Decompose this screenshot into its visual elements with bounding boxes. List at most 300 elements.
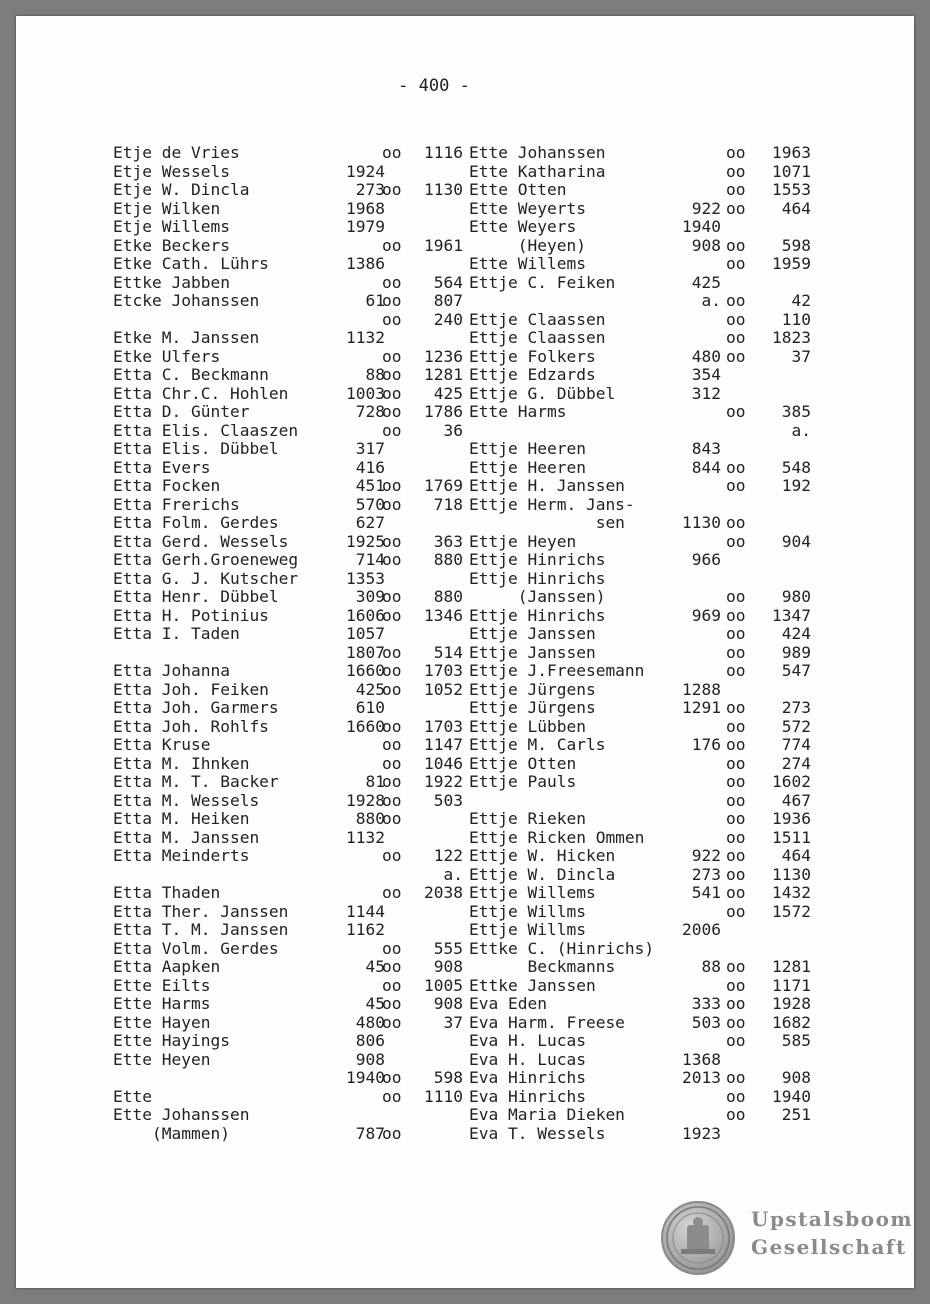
entry-num2: 1052 [424,679,463,699]
entry-num1: 480 [691,346,721,366]
entry-name: Ettje Claassen [469,309,606,329]
entry-oo: oo [382,383,402,403]
entry-num1: 1003 [346,383,385,403]
entry-oo: oo [382,494,402,514]
entry-name: Etje Wessels [113,161,230,181]
entry-name: Etke Beckers [113,235,230,255]
entry-name: Etta T. M. Janssen [113,920,289,939]
entry-name: Ette Weyers [469,217,577,236]
entry-name: Etta Aapken [113,957,221,976]
entry-oo: oo [726,513,746,532]
entry-oo: oo [382,402,402,421]
entry-num1: 1979 [346,217,385,236]
entry-num1: 1353 [346,568,385,588]
index-entry [469,477,811,496]
entry-num2: 1922 [424,772,463,791]
entry-num1: 1368 [682,1049,721,1069]
index-entry [469,940,811,959]
entry-num2: 1130 [772,864,811,884]
entry-num2: 192 [781,476,811,495]
index-entry [469,588,811,607]
entry-oo: oo [726,864,746,884]
entry-oo: oo [382,846,402,865]
entry-num2: 547 [781,661,811,680]
entry-name: Ettje Folkers [469,346,596,366]
index-entry [113,958,463,977]
entry-name: Etta H. Potinius [113,605,269,625]
entry-oo: oo [726,235,746,255]
entry-num2: 1823 [772,328,811,347]
entry-name: Ette Johanssen [113,1105,250,1124]
entry-num1: 1928 [346,790,385,810]
entry-oo: oo [726,143,746,162]
entry-name: Ettke Janssen [469,975,596,995]
entry-num2: 1281 [424,365,463,384]
entry-num2: 908 [433,994,463,1013]
entry-oo: oo [726,975,746,995]
entry-name: Ettje G. Dübbel [469,383,616,403]
entry-name: Eva Eden [469,994,547,1013]
entry-num2: 774 [781,735,811,754]
entry-name: Etje W. Dincla [113,180,250,199]
entry-num2: 240 [433,309,463,329]
entry-num2: 1511 [772,827,811,847]
index-entry [469,403,811,422]
index-entry [469,884,811,903]
index-entry [113,1032,463,1051]
entry-oo: oo [726,661,746,680]
index-entry [113,662,463,681]
entry-num1: 425 [691,272,721,292]
entry-num1: 273 [355,180,385,199]
index-entry [469,533,811,552]
index-entry [469,385,811,404]
entry-num1: 1386 [346,254,385,273]
entry-name: Ettje Ricken Ommen [469,827,645,847]
entry-name: Ettje Rieken [469,809,586,828]
entry-name: Ettje Herm. Jans- [469,494,635,514]
entry-num2: 1572 [772,901,811,921]
index-entry [113,1051,463,1070]
entry-name: Etta Volm. Gerdes [113,938,279,958]
entry-name: Ettje J.Freesemann [469,661,645,680]
entry-num1: 969 [691,605,721,625]
entry-oo: oo [726,716,746,736]
entry-name: Ette Heyen [113,1049,211,1069]
index-entry [469,292,811,311]
entry-num1: 503 [691,1012,721,1032]
index-entry [113,181,463,200]
entry-num1: 88 [365,365,385,384]
entry-name: Ettje Otten [469,753,577,773]
entry-oo: oo [726,476,746,495]
entry-oo: oo [726,772,746,791]
index-entry [113,884,463,903]
entry-name: Ettje Lübben [469,716,586,736]
entry-num2: 980 [781,587,811,606]
index-entry [113,200,463,219]
entry-oo: oo [382,272,402,292]
entry-num2: 274 [781,753,811,773]
entry-num2: 503 [433,790,463,810]
entry-name: Eva T. Wessels [469,1123,606,1143]
index-entry [469,810,811,829]
entry-num2: 1940 [772,1086,811,1106]
entry-name: Etta I. Taden [113,624,240,643]
entry-num1: 922 [691,198,721,218]
entry-num1: 1660 [346,716,385,736]
entry-num1: 1162 [346,920,385,939]
index-entry [113,218,463,237]
entry-name: Ettje H. Janssen [469,476,625,495]
entry-num2: 122 [433,846,463,865]
entry-oo: oo [726,735,746,754]
entry-name: Etta C. Beckmann [113,365,269,384]
entry-num1: 354 [691,365,721,384]
entry-name: Ette Hayings [113,1031,230,1050]
entry-name: Etta Evers [113,457,211,477]
entry-oo: oo [382,716,402,736]
entry-num2: 572 [781,716,811,736]
index-entry [469,699,811,718]
entry-oo: oo [726,587,746,606]
entry-oo: oo [726,1012,746,1032]
index-entry [113,755,463,774]
entry-num2: 424 [781,624,811,643]
entry-num2: 1703 [424,661,463,680]
entry-name: Etta Elis. Dübbel [113,439,279,458]
entry-name: Ettje Heeren [469,457,586,477]
entry-num1: 88 [701,957,721,976]
index-entry [113,699,463,718]
index-entry [469,662,811,681]
index-entry [469,903,811,922]
entry-oo: oo [726,753,746,773]
entry-oo: oo [726,846,746,865]
entry-num2: 1346 [424,605,463,625]
index-entry [469,329,811,348]
entry-num1: 1968 [346,198,385,218]
entry-oo: oo [726,180,746,199]
entry-num1: 1130 [682,513,721,532]
index-entry [469,1069,811,1088]
index-entry [113,311,463,330]
entry-oo: oo [382,661,402,680]
entry-name: Etta M. Janssen [113,827,260,847]
index-entry [113,792,463,811]
index-entry [113,570,463,589]
index-entry [113,348,463,367]
entry-num2: 880 [433,550,463,569]
entry-oo: oo [726,901,746,921]
entry-num1: 1660 [346,661,385,680]
entry-oo: oo [726,624,746,643]
entry-num1: 908 [691,235,721,255]
entry-num1: 425 [355,679,385,699]
entry-num2: 880 [433,587,463,606]
entry-num2: 1130 [424,180,463,199]
entry-num1: 627 [355,513,385,532]
index-entry [113,385,463,404]
entry-oo: oo [726,790,746,810]
entry-num2: 718 [433,494,463,514]
entry-num2: 464 [781,846,811,865]
index-entry [469,1032,811,1051]
index-entry [469,644,811,663]
entry-oo: oo [726,1068,746,1087]
entry-name: Etta M. T. Backer [113,772,279,791]
entry-oo: oo [726,531,746,551]
entry-num2: 1236 [424,346,463,366]
entry-num2: 1147 [424,735,463,754]
entry-oo: oo [382,772,402,791]
entry-num1: 81 [365,772,385,791]
entry-num2: 1110 [424,1086,463,1106]
entry-name: Ette Johanssen [469,143,606,162]
entry-num2: 598 [781,235,811,255]
entry-name: Ettje Hinrichs [469,550,606,569]
entry-name: Ette [113,1086,152,1106]
entry-num1: 333 [691,994,721,1013]
entry-oo: oo [382,883,402,902]
index-entry [469,958,811,977]
entry-num2: 1959 [772,254,811,273]
entry-name: Ette Harms [469,402,567,421]
entry-num1: 1925 [346,531,385,551]
index-entry [113,477,463,496]
entry-oo: oo [382,309,402,329]
entry-num1: 1132 [346,827,385,847]
entry-num1: a. [701,291,721,310]
index-entry [469,773,811,792]
index-entry [469,570,811,589]
entry-name: Ettje Willms [469,920,586,939]
entry-num1: 416 [355,457,385,477]
index-entry [469,551,811,570]
entry-num1: 1291 [682,698,721,717]
index-entry [469,348,811,367]
entry-oo: oo [382,1068,402,1087]
entry-num2: 1963 [772,143,811,162]
entry-num2: 1071 [772,161,811,181]
entry-name: Ette Harms [113,994,211,1013]
entry-oo: oo [382,753,402,773]
index-entry [469,625,811,644]
entry-name: Etta Folm. Gerdes [113,513,279,532]
entry-oo: oo [726,309,746,329]
entry-name: Ettke C. (Hinrichs) [469,938,655,958]
index-entry [113,329,463,348]
index-entry [469,311,811,330]
entry-name: Eva H. Lucas [469,1031,586,1050]
logo-line-2: Gesellschaft [751,1235,907,1259]
entry-oo: oo [382,642,402,662]
index-entry [469,1051,811,1070]
entry-oo: oo [726,161,746,181]
entry-name: Ettje Heeren [469,439,586,458]
entry-num1: 2006 [682,920,721,939]
entry-oo: oo [382,531,402,551]
index-entry [113,237,463,256]
entry-name: Etta Joh. Rohlfs [113,716,269,736]
entry-name: Beckmanns [469,957,616,976]
entry-oo: oo [382,235,402,255]
entry-num2: 425 [433,383,463,403]
entry-oo: oo [726,291,746,310]
entry-num2: 564 [433,272,463,292]
entry-num1: 451 [355,476,385,495]
index-entry [113,292,463,311]
entry-num2: 807 [433,291,463,310]
entry-num2: 110 [781,309,811,329]
entry-num2: a. [791,420,811,440]
index-entry [113,829,463,848]
entry-name: Etta M. Heiken [113,809,250,828]
index-entry [113,1014,463,1033]
entry-num2: 1116 [424,143,463,162]
entry-name: Etcke Johanssen [113,291,260,310]
entry-num1: 480 [355,1012,385,1032]
entry-num2: 37 [443,1012,463,1032]
entry-num1: 309 [355,587,385,606]
entry-num2: 464 [781,198,811,218]
entry-oo: oo [726,1086,746,1106]
index-entry [113,607,463,626]
entry-name: Ettje Hinrichs [469,605,606,625]
entry-name: Etta G. J. Kutscher [113,568,299,588]
entry-oo: oo [382,938,402,958]
index-entry [113,681,463,700]
entry-num1: 1132 [346,328,385,347]
entry-name: Ettje W. Hicken [469,846,616,865]
entry-name: Etje Wilken [113,198,221,218]
entry-oo: oo [726,883,746,902]
entry-num2: 1281 [772,957,811,976]
entry-num2: 1682 [772,1012,811,1032]
entry-name: Ettje C. Feiken [469,272,616,292]
index-entry [113,144,463,163]
entry-name: Ettje Pauls [469,772,577,791]
entry-num1: 843 [691,439,721,458]
entry-name: Etta Chr.C. Hohlen [113,383,289,403]
entry-name: Ettje Janssen [469,624,596,643]
entry-num2: 1786 [424,402,463,421]
entry-oo: oo [726,457,746,477]
entry-num2: 1928 [772,994,811,1013]
entry-name: Etta D. Günter [113,402,250,421]
index-entry [113,625,463,644]
entry-name: Etta Kruse [113,735,211,754]
entry-name: Etta Elis. Claaszen [113,420,299,440]
entry-num1: 61 [365,291,385,310]
entry-num1: 45 [365,994,385,1013]
entry-name: sen [469,513,625,532]
entry-name: Etta Ther. Janssen [113,901,289,921]
entry-name: Etke Ulfers [113,346,221,366]
entry-oo: oo [382,679,402,699]
entry-oo: oo [382,975,402,995]
entry-oo: oo [382,180,402,199]
index-entry [113,496,463,515]
entry-oo: oo [382,346,402,366]
logo-line-1: Upstalsboom [751,1207,914,1231]
entry-num2: 363 [433,531,463,551]
entry-num2: 1602 [772,772,811,791]
index-entry [113,440,463,459]
left-column [113,144,463,1143]
entry-num2: 904 [781,531,811,551]
entry-num1: 922 [691,846,721,865]
index-entry [469,496,811,515]
entry-name: Eva Hinrichs [469,1086,586,1106]
entry-oo: oo [726,827,746,847]
entry-oo: oo [382,605,402,625]
entry-name: (Heyen) [469,235,586,255]
entry-num2: 1553 [772,180,811,199]
entry-name: Ette Hayen [113,1012,211,1032]
page-number: - 400 - [398,76,470,96]
entry-name: Ettje Edzards [469,365,596,384]
index-entry [113,588,463,607]
entry-num1: 45 [365,957,385,976]
index-entry [469,792,811,811]
entry-num2: 42 [791,291,811,310]
index-entry [469,1014,811,1033]
index-entry [469,422,811,441]
entry-num2: 273 [781,698,811,717]
entry-num1: 541 [691,883,721,902]
entry-num2: 1961 [424,235,463,255]
index-entry [469,366,811,385]
entry-oo: oo [382,365,402,384]
entry-num2: a. [443,864,463,884]
entry-num1: 966 [691,550,721,569]
entry-num1: 1807 [346,642,385,662]
entry-num1: 728 [355,402,385,421]
index-entry [113,366,463,385]
right-column [469,144,811,1143]
entry-num1: 787 [355,1123,385,1143]
entry-name: Ette Willems [469,254,586,273]
entry-name: Ette Eilts [113,975,211,995]
entry-num1: 1923 [682,1123,721,1143]
index-entry [469,755,811,774]
entry-num1: 273 [691,864,721,884]
entry-name: Etke Cath. Lührs [113,254,269,273]
entry-num2: 1703 [424,716,463,736]
index-entry [113,810,463,829]
entry-name: Eva Hinrichs [469,1068,586,1087]
index-entry [469,274,811,293]
entry-num1: 610 [355,698,385,717]
entry-name: Ette Otten [469,180,567,199]
index-entry [113,644,463,663]
index-entry [469,829,811,848]
entry-oo: oo [726,1105,746,1124]
seal-icon [661,1201,735,1275]
entry-name: Etta Johanna [113,661,230,680]
entry-num1: 908 [355,1049,385,1069]
entry-num1: 844 [691,457,721,477]
index-entry [113,514,463,533]
entry-name: Etta Gerh.Groeneweg [113,550,299,569]
entry-name: Ettje Claassen [469,328,606,347]
entry-oo: oo [382,1086,402,1106]
document-page [16,16,914,1288]
entry-oo: oo [726,402,746,421]
index-entry [113,736,463,755]
index-entry [113,1106,463,1125]
